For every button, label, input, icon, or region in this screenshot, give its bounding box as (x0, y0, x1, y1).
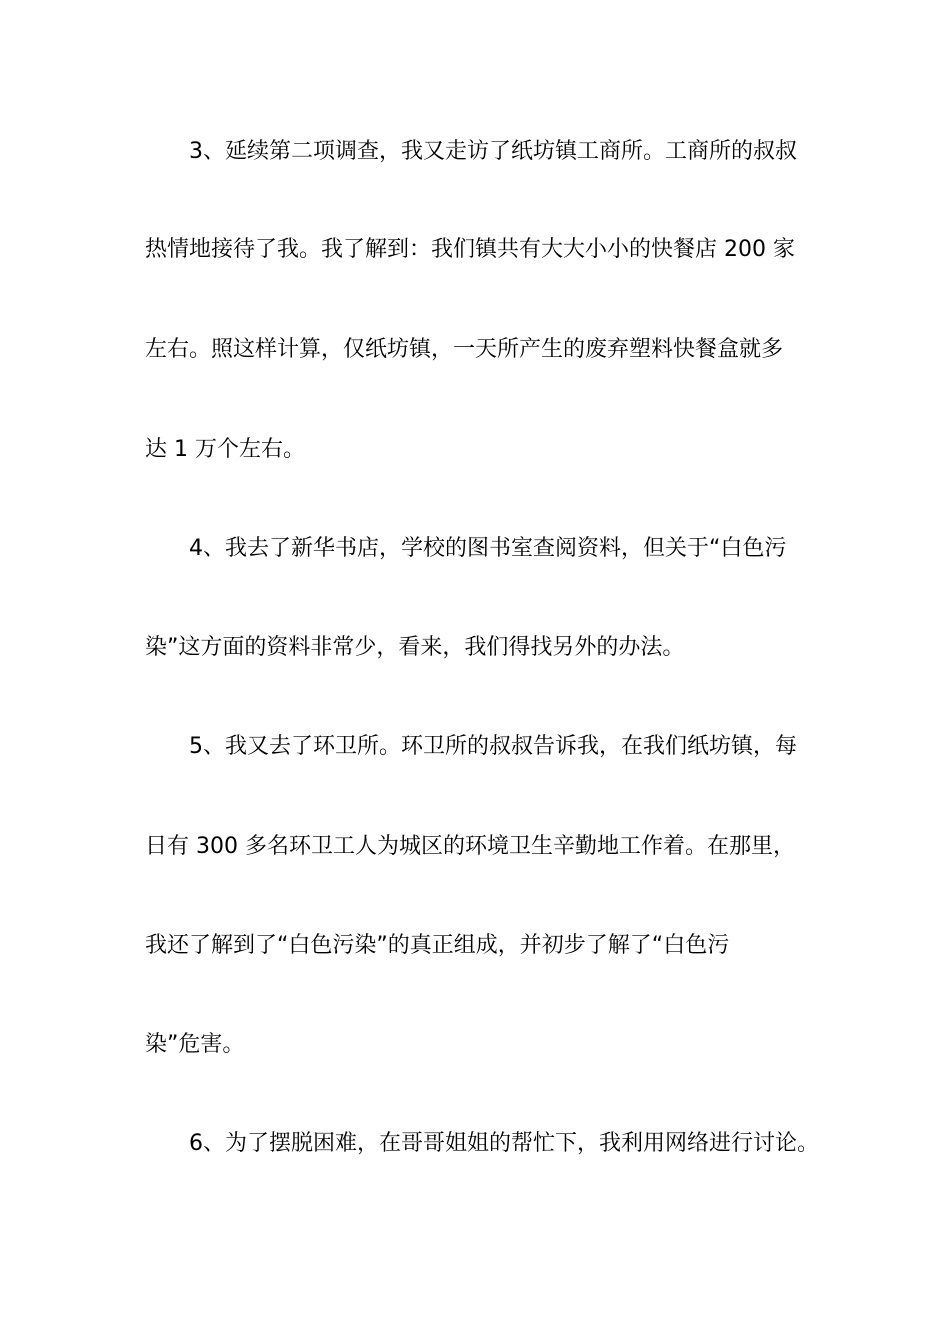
paragraph-line: 达 1 万个左右。 (145, 437, 305, 462)
paragraph-line: 左右。照这样计算，仅纸坊镇，一天所产生的废弃塑料快餐盒就多 (145, 337, 784, 362)
paragraph-line: 4、我去了新华书店，学校的图书室查阅资料，但关于“白色污 (189, 536, 787, 561)
paragraph-line: 日有 300 多名环卫工人为城区的环境卫生辛勤地工作着。在那里， (145, 834, 795, 859)
paragraph-line: 染”这方面的资料非常少，看来，我们得找另外的办法。 (145, 635, 685, 660)
paragraph-line: 热情地接待了我。我了解到：我们镇共有大大小小的快餐店 200 家 (145, 237, 795, 262)
paragraph-line: 5、我又去了环卫所。环卫所的叔叔告诉我，在我们纸坊镇，每 (189, 734, 797, 759)
paragraph-line: 染”危害。 (145, 1032, 245, 1057)
paragraph-line: 6、为了摆脱困难，在哥哥姐姐的帮忙下，我利用网络进行讨论。 (189, 1131, 819, 1156)
paragraph-line: 3、延续第二项调查，我又走访了纸坊镇工商所。工商所的叔叔 (189, 139, 797, 164)
paragraph-line: 我还了解到了“白色污染”的真正组成，并初步了解了“白色污 (145, 933, 730, 958)
